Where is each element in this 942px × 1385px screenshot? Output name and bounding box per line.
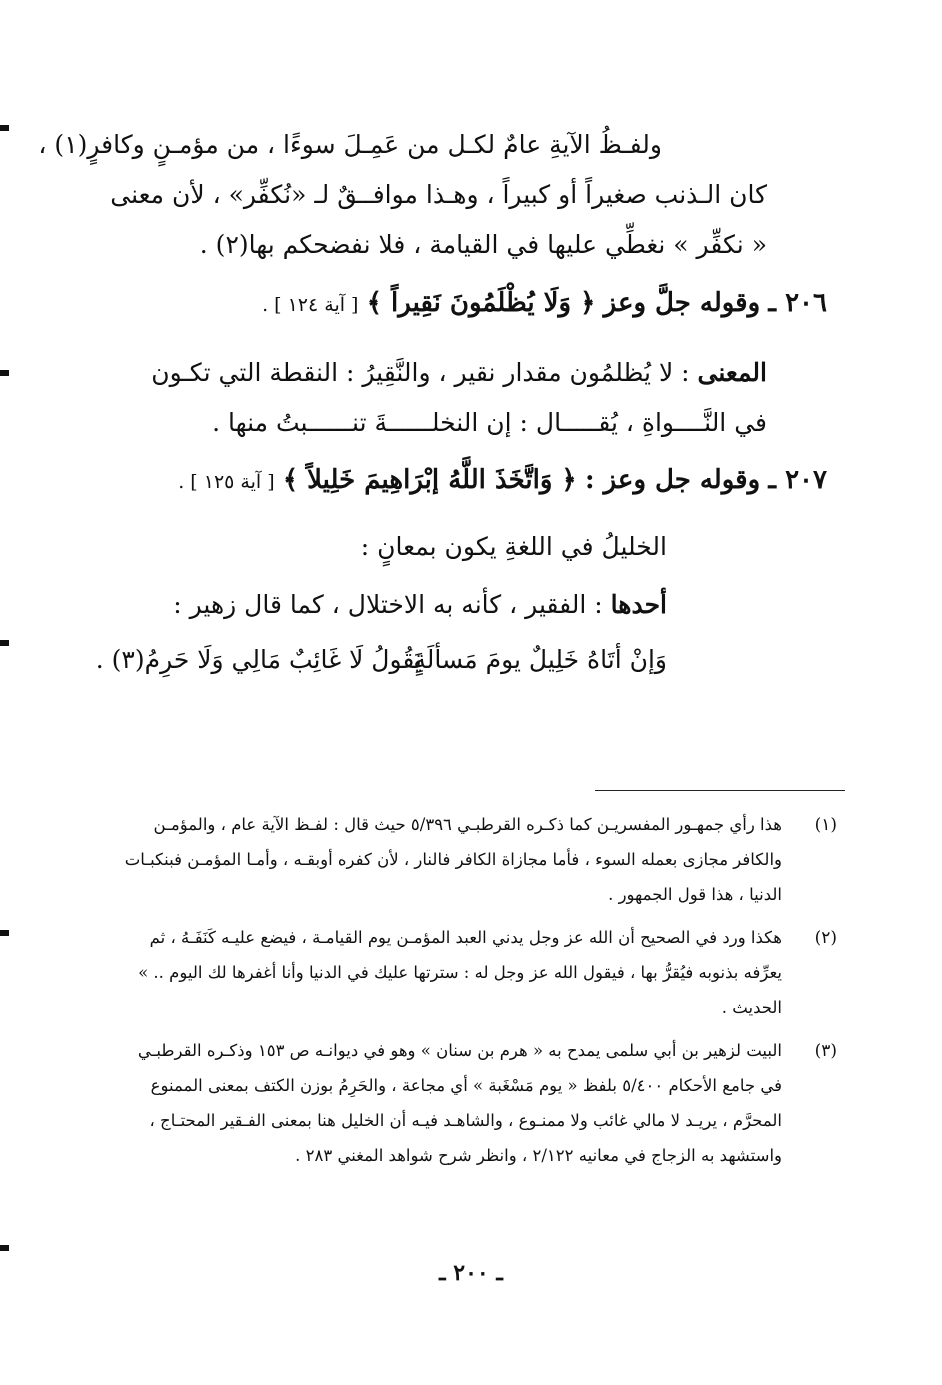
meaning-text: : لا يُظلمُون مقدار نقير ، والنَّقِيرُ : النقطة التي تكـون — [151, 358, 690, 387]
poem-hemistich-1: وَإنْ أتَاهُ خَلِيلٌ يومَ مَسألَةٍ — [413, 645, 667, 674]
verse-number: ٢٠٧ ـ — [768, 465, 827, 495]
verse-intro: وقوله جلَّ وعز — [603, 288, 761, 318]
verse-reference: [ آية ١٢٤ ] . — [262, 294, 359, 316]
paragraph-line: ولفـظُ الآيةِ عامٌ لكـل من عَمِـلَ سوءًا ، من مؤمـنٍ وكافرٍ(١) ، — [38, 130, 662, 159]
footnote-separator — [595, 790, 845, 791]
footnote-line: واستشهد به الزجاج في معانيه ٢/١٢٢ ، وانظر شرح شواهد المغني ٢٨٣ . — [295, 1146, 782, 1165]
paragraph-line: كان الـذنب صغيراً أو كبيراً ، وهـذا موافــقٌ لـ «نُكفِّر» ، لأن معنى — [110, 180, 767, 209]
footnote-line: يعرِّفه بذنوبه فيُقرُّ بها ، فيقول الله عز وجل له : سترتها عليك في الدنيا وأنا أغفرها لك اليوم .. » — [138, 963, 782, 982]
footnote-number: (٣) — [814, 1041, 837, 1061]
margin-mark — [0, 930, 9, 936]
meaning-line — [80, 358, 767, 387]
first-meaning-label: أحدها — [610, 590, 667, 619]
meaning-line: في النَّــــواةِ ، يُقـــــال : إن النخلــــــةَ تنــــــبتُ منها . — [212, 408, 767, 437]
footnote-line: البيت لزهير بن أبي سلمى يمدح به « هرم بن سنان » وهو في ديوانـه ص ١٥٣ وذكـره القرطبـي — [137, 1041, 782, 1060]
footnote-line: والكافر مجازى بعمله السوء ، فأما مجازاة الكافر فالنار ، لأن كفره أوبقـه ، وأمـا المؤمـن فبنكبـات — [124, 850, 782, 869]
margin-mark — [0, 640, 9, 646]
verse-207-heading — [100, 465, 827, 495]
margin-mark — [0, 1245, 9, 1251]
footnote-line: هكذا ورد في الصحيح أن الله عز وجل يدني العبد المؤمـن يوم القيامـة ، فيضع عليـه كَنَفَـهُ ، ثم — [149, 928, 782, 947]
margin-mark — [0, 370, 9, 376]
footnote-number: (١) — [814, 815, 837, 835]
footnote-number: (٢) — [814, 928, 837, 948]
page-number: ـ ٢٠٠ ـ — [439, 1260, 503, 1286]
paragraph-line: « نكفِّر » نغطِّي عليها في القيامة ، فلا نفضحكم بها(٢) . — [199, 230, 767, 259]
poem-hemistich-2: يَقُولُ لَا غَائِبٌ مَالِي وَلَا حَرِمُ(٣) . — [95, 645, 422, 674]
footnote-line: هذا رأي جمهـور المفسريـن كما ذكـره القرطبـي ٥/٣٩٦ حيث قال : لفـظ الآية عام ، والمؤمـن — [153, 815, 782, 834]
verse-quote: ﴿ وَاتَّخَذَ اللَّهُ إبْرَاهِيمَ خَلِيلاً ﴾ — [282, 465, 577, 495]
verse-reference: [ آية ١٢٥ ] . — [178, 471, 275, 493]
verse-intro: وقوله جل وعز : — [584, 465, 761, 495]
footnote-line: الدنيا ، هذا قول الجمهور . — [608, 885, 782, 904]
footnote-line: الحديث . — [721, 998, 782, 1017]
verse-quote: ﴿ وَلَا يُظْلَمُونَ نَقِيراً ﴾ — [366, 288, 596, 318]
footnote-line: في جامع الأحكام ٥/٤٠٠ بلفظ « يوم مَسْغَبة » أي مجاعة ، والحَرِمُ بوزن الكتف بمعنى الممنوع — [150, 1076, 782, 1095]
verse-206-heading — [200, 288, 827, 318]
verse-number: ٢٠٦ ـ — [768, 288, 827, 318]
footnote-line: المحرَّم ، يريـد لا مالي غائب ولا ممنـوع ، والشاهـد فيـه أن الخليل هنا بمعنى الفـقير المحتـاج ، — [149, 1111, 782, 1130]
meaning-label: المعنى — [697, 358, 767, 387]
first-meaning — [80, 590, 667, 619]
first-meaning-text: : الفقير ، كأنه به الاختلال ، كما قال زهير : — [173, 590, 603, 619]
margin-mark — [0, 125, 9, 131]
khalil-intro: الخليلُ في اللغةِ يكون بمعانٍ : — [360, 532, 667, 561]
